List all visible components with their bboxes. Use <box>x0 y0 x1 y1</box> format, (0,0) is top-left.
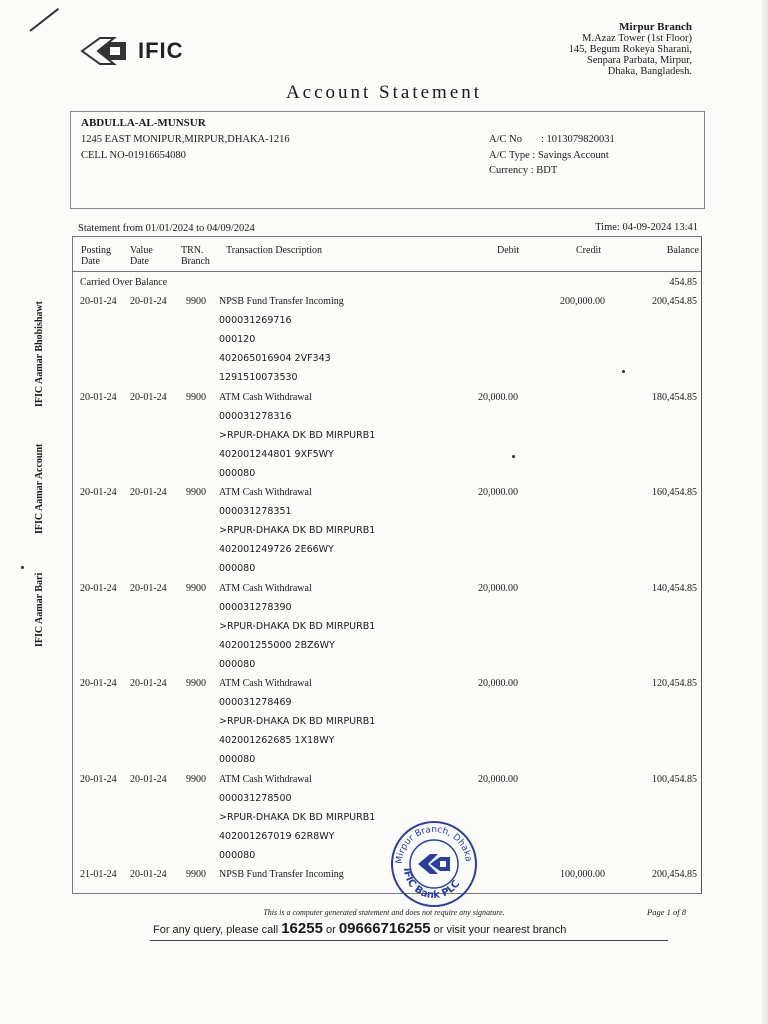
description-line: 000080 <box>219 467 256 479</box>
bank-logo <box>80 34 184 68</box>
side-slogan: IFIC Aamar Bari <box>34 572 45 647</box>
page-number: Page 1 of 8 <box>647 907 686 917</box>
footer-note: This is a computer generated statement and does not require any signature. <box>263 908 505 917</box>
footer-query <box>153 920 566 937</box>
query-or: or <box>325 924 336 936</box>
account-number-label: A/C No <box>489 134 522 145</box>
value-date: 20-01-24 <box>130 582 167 594</box>
description-line: 402001255000 2BZ6WY <box>219 639 335 651</box>
page-title: Account Statement <box>285 82 483 103</box>
description-line: 000080 <box>219 849 256 861</box>
header-description: Transaction Description <box>226 245 323 256</box>
account-number-value: : 1013079820031 <box>541 134 615 145</box>
pen-mark <box>29 8 59 32</box>
ific-logo-icon <box>80 34 132 68</box>
description-line: NPSB Fund Transfer Incoming <box>219 869 344 880</box>
address-line: Dhaka, Bangladesh. <box>607 66 692 77</box>
header-debit: Debit <box>497 245 520 256</box>
posting-date: 21-01-24 <box>80 869 117 880</box>
balance-amount: 100,454.85 <box>652 773 697 785</box>
posting-date: 20-01-24 <box>80 678 117 689</box>
account-currency: Currency : BDT <box>489 165 558 176</box>
trn-branch: 9900 <box>186 487 206 498</box>
description-line: 000031278351 <box>219 506 292 518</box>
posting-date: 20-01-24 <box>80 296 117 307</box>
side-slogan: IFIC Aamar Bhobishawt <box>34 301 45 407</box>
customer-info-box <box>70 111 705 209</box>
description-line: 402001262685 1X18WY <box>219 735 335 747</box>
branch-address <box>569 22 692 77</box>
logo-text: IFIC <box>138 38 184 63</box>
address-line: Senpara Parbata, Mirpur, <box>586 55 692 66</box>
statement-time: Time: 04-09-2024 13:41 <box>595 222 698 233</box>
value-date: 20-01-24 <box>130 487 167 498</box>
trn-branch: 9900 <box>186 391 206 403</box>
value-date: 20-01-24 <box>130 678 167 689</box>
description-line: 402001249726 2E66WY <box>219 544 334 556</box>
description-line: 000031278316 <box>219 410 292 422</box>
description-line: ATM Cash Withdrawal <box>219 773 312 785</box>
account-type: A/C Type : Savings Account <box>489 150 609 161</box>
description-line: ATM Cash Withdrawal <box>219 391 312 403</box>
debit-amount: 20,000.00 <box>478 582 518 594</box>
description-line: 1291510073530 <box>219 372 298 384</box>
scan-edge <box>762 0 768 1024</box>
description-line: 000031278500 <box>219 792 292 804</box>
description-line: 000080 <box>219 658 256 670</box>
description-line: 000031269716 <box>219 315 292 327</box>
speck <box>622 370 625 373</box>
description-line: >RPUR-DHAKA DK BD MIRPURB1 <box>219 716 376 728</box>
debit-amount: 20,000.00 <box>478 678 518 689</box>
description-line: NPSB Fund Transfer Incoming <box>219 296 344 307</box>
balance-amount: 160,454.85 <box>652 487 697 498</box>
header-trn-branch: TRN. Branch <box>181 245 210 267</box>
balance-amount: 140,454.85 <box>652 582 697 594</box>
value-date: 20-01-24 <box>130 869 167 880</box>
address-line: M.Azaz Tower (1st Floor) <box>582 33 692 44</box>
balance-amount: 120,454.85 <box>652 678 697 689</box>
debit-amount: 20,000.00 <box>478 773 518 785</box>
description-line: ATM Cash Withdrawal <box>219 487 312 498</box>
description-line: 402065016904 2VF343 <box>219 353 331 365</box>
side-slogan: IFIC Aamar Account <box>34 443 45 534</box>
posting-date: 20-01-24 <box>80 487 117 498</box>
statement-period: Statement from 01/01/2024 to 04/09/2024 <box>78 223 255 234</box>
seal-text-bottom: IFIC Bank PLC <box>400 867 463 902</box>
hotline-short: 16255 <box>281 920 323 937</box>
description-line: >RPUR-DHAKA DK BD MIRPURB1 <box>219 620 376 632</box>
header-credit: Credit <box>576 245 601 256</box>
description-line: ATM Cash Withdrawal <box>219 582 312 594</box>
address-line: 145, Begum Rokeya Sharani, <box>568 44 692 55</box>
customer-name: ABDULLA-AL-MUNSUR <box>81 117 206 129</box>
customer-address: 1245 EAST MONIPUR,MIRPUR,DHAKA-1216 <box>81 134 290 145</box>
description-line: >RPUR-DHAKA DK BD MIRPURB1 <box>219 429 376 441</box>
trn-branch: 9900 <box>186 678 206 689</box>
carried-over-balance: 454.85 <box>669 277 697 288</box>
table-header <box>73 237 701 272</box>
trn-branch: 9900 <box>186 773 206 785</box>
debit-amount: 20,000.00 <box>478 487 518 498</box>
query-text: For any query, please call <box>153 924 279 936</box>
description-line: 000120 <box>219 334 256 346</box>
seal-text-top: Mirpur Branch, Dhaka <box>394 824 473 865</box>
description-line: ATM Cash Withdrawal <box>219 678 312 689</box>
credit-amount: 200,000.00 <box>560 296 605 307</box>
header-posting-date: Posting Date <box>81 245 112 267</box>
description-line: 000031278469 <box>219 697 292 709</box>
description-line: 000031278390 <box>219 601 292 613</box>
carried-over-label: Carried Over Balance <box>80 277 168 288</box>
trn-branch: 9900 <box>186 296 206 307</box>
posting-date: 20-01-24 <box>80 582 117 594</box>
header-balance: Balance <box>666 245 699 256</box>
carried-over-row <box>73 277 701 293</box>
credit-amount: 100,000.00 <box>560 869 605 880</box>
account-number <box>489 134 615 145</box>
speck <box>21 566 24 569</box>
description-line: 402001267019 62R8WY <box>219 830 335 842</box>
query-text-end: or visit your nearest branch <box>433 924 567 936</box>
footer-rule <box>150 940 668 941</box>
side-slogans <box>34 280 48 660</box>
trn-branch: 9900 <box>186 582 206 594</box>
balance-amount: 180,454.85 <box>652 391 697 403</box>
value-date: 20-01-24 <box>130 296 167 307</box>
customer-cell: CELL NO-01916654080 <box>81 150 186 161</box>
description-line: 402001244801 9XF5WY <box>219 448 334 460</box>
transaction-table <box>72 236 702 894</box>
balance-amount: 200,454.85 <box>652 296 697 307</box>
speck <box>512 455 515 458</box>
posting-date: 20-01-24 <box>80 391 117 403</box>
balance-amount: 200,454.85 <box>652 869 697 880</box>
description-line: >RPUR-DHAKA DK BD MIRPURB1 <box>219 525 376 537</box>
description-line: 000080 <box>219 563 256 575</box>
bank-seal <box>388 818 480 910</box>
branch-name: Mirpur Branch <box>619 21 692 33</box>
value-date: 20-01-24 <box>130 773 167 785</box>
debit-amount: 20,000.00 <box>478 391 518 403</box>
trn-branch: 9900 <box>186 869 206 880</box>
description-line: 000080 <box>219 754 256 766</box>
posting-date: 20-01-24 <box>80 773 117 785</box>
description-line: >RPUR-DHAKA DK BD MIRPURB1 <box>219 811 376 823</box>
hotline-long: 09666716255 <box>338 920 431 937</box>
value-date: 20-01-24 <box>130 391 167 403</box>
header-value-date: Value Date <box>130 245 153 267</box>
